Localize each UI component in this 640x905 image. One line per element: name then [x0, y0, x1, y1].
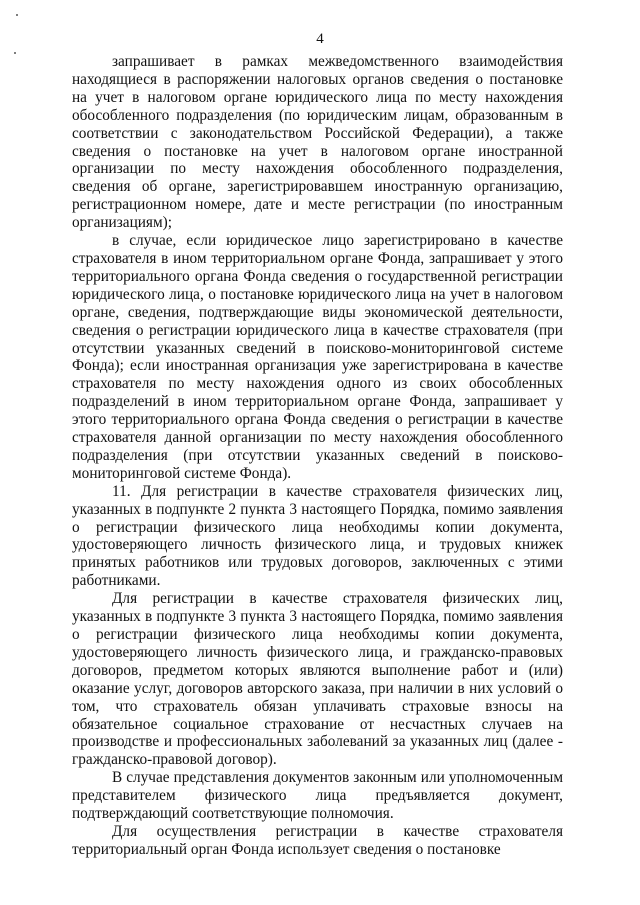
paragraph: Для осуществления регистрации в качестве страхователя территориальный орган Фонда использует сведения о постановке — [72, 822, 563, 858]
scan-speck — [14, 52, 16, 54]
page-number: 4 — [316, 31, 324, 47]
paragraph: в случае, если юридическое лицо зарегистрировано в качестве страхователя в ином территориальном органе Фонда, запрашивает у этого территориального органа Фонда сведения о государственной регистрации юридического лица, о постановке юридического лица на учет в налоговом органе, сведения, подтверждающие виды экономической деятельности, сведения о регистрации юридического лица в качестве страхователя (при отсутствии указанных сведений в поисково-мониторинговой системе Фонда); если иностранная организация уже зарегистрирована в качестве страхователя по месту нахождения одного из своих обособленных подразделений в ином территориальном органе Фонда, запрашивает у этого территориального органа Фонда сведения о регистрации в качестве страхователя данной организации по месту нахождения обособленного подразделения (при отсутствии указанных сведений в поисково-мониторинговой системе Фонда). — [72, 232, 563, 482]
document-body — [72, 53, 563, 859]
paragraph: Для регистрации в качестве страхователя физических лиц, указанных в подпункте 3 пункта 3 настоящего Порядка, помимо заявления о регистрации физического лица необходимы копии документа, удостоверяющего личность физического лица, и гражданско-правовых договоров, предметом которых являются выполнение работ и (или) оказание услуг, договоров авторского заказа, при наличии в них условий о том, что страхователь обязан уплачивать страховые взносы на обязательное социальное страхование от несчастных случаев на производстве и профессиональных заболеваний за указанных лиц (далее - гражданско-правовой договор). — [72, 590, 563, 769]
paragraph: 11. Для регистрации в качестве страхователя физических лиц, указанных в подпункте 2 пункта 3 настоящего Порядка, помимо заявления о регистрации физического лица необходимы копии документа, удостоверяющего личность физического лица, и трудовых книжек принятых работников или трудовых договоров, заключенных с этими работниками. — [72, 482, 563, 590]
paragraph: В случае представления документов законным или уполномоченным представителем физического лица предъявляется документ, подтверждающий соответствующие полномочия. — [72, 769, 563, 823]
scan-speck — [16, 14, 18, 16]
paragraph: запрашивает в рамках межведомственного взаимодействия находящиеся в распоряжении налоговых органов сведения о постановке на учет в налоговом органе юридического лица по месту нахождения обособленного подразделения (по юридическим лицам, образованным в соответствии с законодательством Российской Федерации), а также сведения о постановке на учет в налоговом органе иностранной организации по месту нахождения обособленного подразделения, сведения об органе, зарегистрировавшем иностранную организацию, регистрационном номере, дате и месте регистрации (по иностранным организациям); — [72, 53, 563, 232]
